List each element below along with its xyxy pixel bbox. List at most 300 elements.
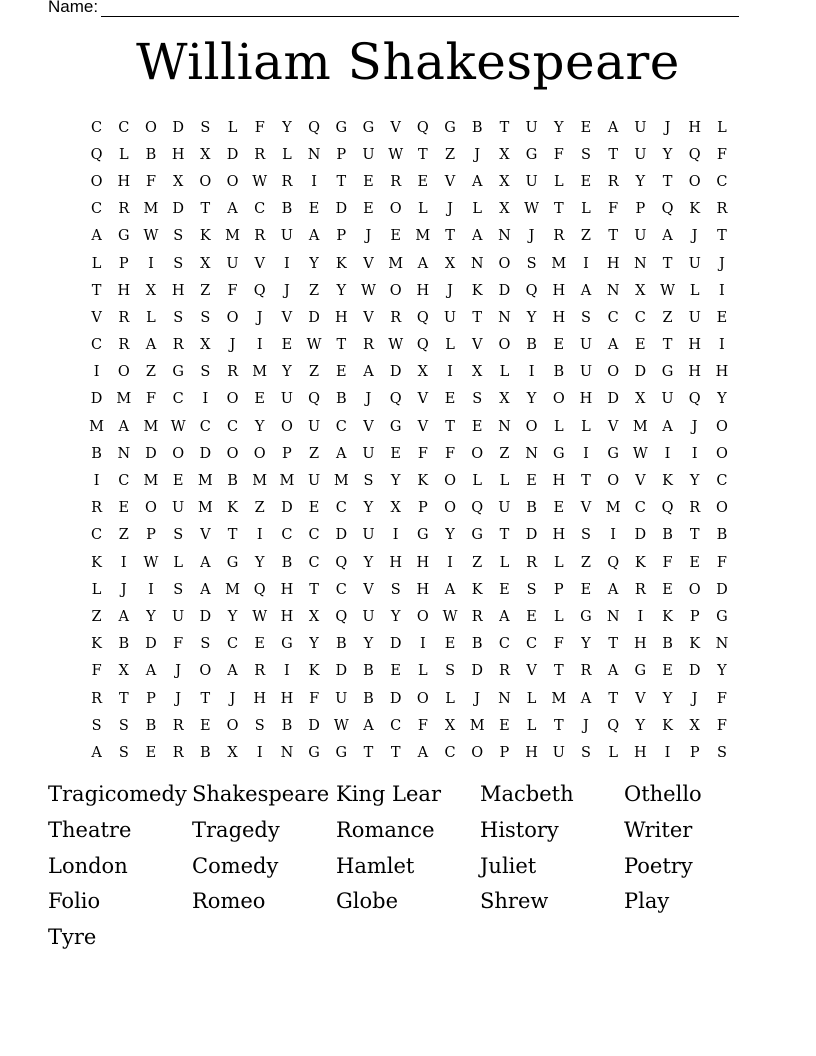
grid-letter[interactable]: B bbox=[281, 717, 293, 734]
grid-letter[interactable]: E bbox=[499, 581, 510, 598]
grid-letter[interactable]: D bbox=[308, 717, 320, 734]
grid-letter[interactable]: X bbox=[200, 255, 211, 272]
grid-letter[interactable]: W bbox=[333, 717, 349, 734]
grid-letter[interactable]: J bbox=[256, 309, 263, 326]
grid-letter[interactable]: L bbox=[499, 554, 510, 571]
grid-letter[interactable]: D bbox=[281, 500, 293, 517]
grid-letter[interactable]: P bbox=[146, 527, 156, 544]
grid-letter[interactable]: P bbox=[336, 228, 347, 245]
grid-letter[interactable]: L bbox=[689, 282, 700, 299]
grid-letter[interactable]: I bbox=[719, 282, 725, 299]
grid-letter[interactable]: Z bbox=[145, 364, 156, 381]
grid-letter[interactable]: U bbox=[634, 228, 647, 245]
grid-letter[interactable]: L bbox=[418, 201, 428, 218]
grid-letter[interactable]: K bbox=[335, 255, 347, 272]
grid-letter[interactable]: O bbox=[552, 391, 565, 408]
grid-letter[interactable]: F bbox=[662, 554, 673, 571]
grid-letter[interactable]: A bbox=[607, 119, 619, 136]
grid-letter[interactable]: L bbox=[173, 554, 183, 571]
grid-letter[interactable]: S bbox=[200, 119, 211, 136]
grid-letter[interactable]: R bbox=[118, 309, 130, 326]
grid-letter[interactable]: I bbox=[256, 337, 263, 354]
grid-letter[interactable]: R bbox=[172, 717, 184, 734]
grid-letter[interactable]: B bbox=[553, 364, 565, 381]
grid-letter[interactable]: O bbox=[471, 744, 484, 761]
grid-letter[interactable]: T bbox=[445, 228, 455, 245]
grid-letter[interactable]: R bbox=[227, 364, 238, 381]
grid-letter[interactable]: T bbox=[553, 717, 564, 734]
grid-letter[interactable]: D bbox=[471, 663, 484, 680]
grid-letter[interactable]: C bbox=[444, 744, 456, 761]
grid-letter[interactable]: S bbox=[581, 309, 591, 326]
grid-letter[interactable]: I bbox=[447, 554, 453, 571]
grid-letter[interactable]: A bbox=[417, 744, 429, 761]
grid-letter[interactable]: R bbox=[498, 663, 510, 680]
grid-letter[interactable]: Q bbox=[688, 146, 701, 163]
grid-letter[interactable]: R bbox=[390, 309, 402, 326]
grid-letter[interactable]: R bbox=[118, 201, 130, 218]
grid-letter[interactable]: C bbox=[118, 473, 130, 490]
grid-letter[interactable]: B bbox=[335, 391, 347, 408]
grid-letter[interactable]: F bbox=[445, 445, 456, 462]
grid-letter[interactable]: F bbox=[227, 282, 238, 299]
grid-letter[interactable]: D bbox=[389, 636, 402, 653]
grid-letter[interactable]: A bbox=[336, 445, 347, 462]
grid-letter[interactable]: J bbox=[691, 418, 698, 435]
grid-letter[interactable]: A bbox=[227, 201, 238, 218]
grid-letter[interactable]: G bbox=[580, 608, 592, 625]
grid-letter[interactable]: F bbox=[91, 663, 102, 680]
grid-letter[interactable]: I bbox=[419, 636, 426, 653]
grid-letter[interactable]: D bbox=[335, 527, 348, 544]
grid-letter[interactable]: E bbox=[363, 201, 374, 218]
grid-letter[interactable]: A bbox=[363, 717, 374, 734]
grid-letter[interactable]: L bbox=[499, 364, 510, 381]
grid-letter[interactable]: Y bbox=[254, 554, 265, 571]
grid-letter[interactable]: G bbox=[552, 445, 565, 462]
grid-letter[interactable]: O bbox=[471, 445, 484, 462]
grid-letter[interactable]: R bbox=[363, 337, 374, 354]
grid-letter[interactable]: U bbox=[688, 255, 701, 272]
grid-letter[interactable]: Z bbox=[254, 500, 265, 517]
grid-letter[interactable]: D bbox=[308, 309, 320, 326]
grid-letter[interactable]: U bbox=[172, 500, 185, 517]
grid-letter[interactable]: I bbox=[284, 255, 290, 272]
grid-letter[interactable]: O bbox=[498, 255, 511, 272]
grid-letter[interactable]: B bbox=[118, 636, 130, 653]
grid-letter[interactable]: A bbox=[471, 173, 483, 190]
grid-letter[interactable]: Y bbox=[526, 309, 537, 326]
grid-letter[interactable]: Q bbox=[661, 500, 674, 517]
grid-letter[interactable]: T bbox=[608, 690, 618, 707]
grid-letter[interactable]: H bbox=[416, 554, 430, 571]
grid-letter[interactable]: M bbox=[551, 690, 567, 707]
grid-letter[interactable]: X bbox=[227, 744, 238, 761]
grid-letter[interactable]: T bbox=[608, 636, 618, 653]
grid-letter[interactable]: B bbox=[281, 201, 293, 218]
grid-letter[interactable]: M bbox=[605, 500, 621, 517]
grid-letter[interactable]: Z bbox=[309, 445, 320, 462]
grid-letter[interactable]: P bbox=[553, 581, 564, 598]
grid-letter[interactable]: T bbox=[200, 201, 211, 218]
grid-letter[interactable]: P bbox=[635, 201, 646, 218]
grid-letter[interactable]: D bbox=[145, 636, 157, 653]
grid-letter[interactable]: K bbox=[227, 500, 238, 517]
grid-letter[interactable]: D bbox=[90, 391, 103, 408]
grid-letter[interactable]: N bbox=[307, 146, 321, 163]
grid-letter[interactable]: X bbox=[145, 282, 157, 299]
grid-letter[interactable]: L bbox=[553, 608, 564, 625]
grid-letter[interactable]: S bbox=[173, 228, 184, 245]
grid-letter[interactable]: J bbox=[365, 391, 372, 408]
grid-letter[interactable]: M bbox=[415, 228, 431, 245]
grid-letter[interactable]: Q bbox=[607, 554, 620, 571]
grid-letter[interactable]: G bbox=[362, 119, 375, 136]
grid-letter[interactable]: V bbox=[471, 337, 483, 354]
grid-letter[interactable]: I bbox=[583, 255, 589, 272]
grid-letter[interactable]: A bbox=[145, 663, 157, 680]
grid-letter[interactable]: O bbox=[90, 173, 103, 190]
grid-letter[interactable]: Y bbox=[662, 690, 673, 707]
grid-letter[interactable]: K bbox=[662, 717, 673, 734]
grid-letter[interactable]: A bbox=[417, 255, 429, 272]
grid-letter[interactable]: I bbox=[583, 445, 589, 462]
grid-letter[interactable]: U bbox=[661, 391, 674, 408]
grid-letter[interactable]: O bbox=[389, 201, 402, 218]
grid-letter[interactable]: D bbox=[525, 527, 538, 544]
grid-letter[interactable]: M bbox=[116, 391, 132, 408]
grid-letter[interactable]: J bbox=[718, 255, 725, 272]
grid-letter[interactable]: X bbox=[200, 337, 211, 354]
grid-letter[interactable]: C bbox=[172, 391, 184, 408]
grid-letter[interactable]: E bbox=[689, 554, 701, 571]
grid-letter[interactable]: B bbox=[145, 146, 157, 163]
grid-letter[interactable]: X bbox=[390, 500, 401, 517]
grid-letter[interactable]: Z bbox=[118, 527, 129, 544]
grid-letter[interactable]: X bbox=[444, 255, 456, 272]
grid-letter[interactable]: Q bbox=[253, 581, 266, 598]
grid-letter[interactable]: N bbox=[525, 445, 538, 462]
grid-letter[interactable]: E bbox=[335, 364, 347, 381]
grid-letter[interactable]: K bbox=[91, 636, 103, 653]
grid-letter[interactable]: D bbox=[199, 608, 212, 625]
grid-letter[interactable]: Y bbox=[553, 119, 564, 136]
grid-letter[interactable]: C bbox=[716, 173, 728, 190]
grid-letter[interactable]: U bbox=[307, 473, 321, 490]
grid-letter[interactable]: L bbox=[472, 201, 483, 218]
grid-letter[interactable]: G bbox=[389, 418, 402, 435]
grid-letter[interactable]: R bbox=[607, 173, 619, 190]
grid-letter[interactable]: U bbox=[226, 255, 239, 272]
grid-letter[interactable]: I bbox=[256, 744, 263, 761]
grid-letter[interactable]: K bbox=[662, 473, 673, 490]
grid-letter[interactable]: K bbox=[91, 554, 103, 571]
grid-letter[interactable]: M bbox=[225, 581, 240, 598]
grid-letter[interactable]: M bbox=[252, 473, 268, 490]
grid-letter[interactable]: T bbox=[608, 228, 618, 245]
grid-letter[interactable]: F bbox=[309, 690, 320, 707]
grid-letter[interactable]: K bbox=[417, 473, 429, 490]
grid-letter[interactable]: I bbox=[691, 445, 698, 462]
grid-letter[interactable]: R bbox=[91, 690, 103, 707]
grid-letter[interactable]: D bbox=[172, 119, 184, 136]
grid-letter[interactable]: R bbox=[390, 173, 402, 190]
grid-letter[interactable]: E bbox=[254, 391, 266, 408]
grid-letter[interactable]: O bbox=[145, 119, 157, 136]
grid-letter[interactable]: B bbox=[363, 690, 374, 707]
grid-letter[interactable]: O bbox=[416, 608, 429, 625]
grid-letter[interactable]: S bbox=[526, 255, 537, 272]
grid-letter[interactable]: T bbox=[118, 690, 129, 707]
grid-letter[interactable]: H bbox=[117, 282, 131, 299]
grid-letter[interactable]: E bbox=[716, 309, 728, 326]
grid-letter[interactable]: C bbox=[281, 527, 293, 544]
grid-letter[interactable]: H bbox=[634, 636, 647, 653]
grid-letter[interactable]: H bbox=[117, 173, 131, 190]
grid-letter[interactable]: B bbox=[662, 527, 673, 544]
grid-letter[interactable]: L bbox=[118, 146, 129, 163]
grid-letter[interactable]: C bbox=[634, 500, 646, 517]
grid-letter[interactable]: H bbox=[552, 282, 566, 299]
grid-letter[interactable]: Q bbox=[525, 282, 538, 299]
grid-letter[interactable]: X bbox=[444, 717, 456, 734]
grid-letter[interactable]: D bbox=[634, 364, 647, 381]
grid-letter[interactable]: A bbox=[118, 608, 130, 625]
grid-letter[interactable]: Q bbox=[308, 119, 321, 136]
grid-letter[interactable]: G bbox=[226, 554, 239, 571]
grid-letter[interactable]: N bbox=[498, 309, 511, 326]
grid-letter[interactable]: T bbox=[363, 744, 374, 761]
grid-letter[interactable]: S bbox=[173, 255, 184, 272]
grid-letter[interactable]: R bbox=[254, 146, 266, 163]
grid-letter[interactable]: M bbox=[197, 473, 213, 490]
grid-letter[interactable]: F bbox=[417, 717, 428, 734]
grid-letter[interactable]: N bbox=[715, 636, 729, 653]
grid-letter[interactable]: J bbox=[583, 717, 589, 734]
grid-letter[interactable]: L bbox=[91, 581, 102, 598]
grid-letter[interactable]: L bbox=[282, 146, 292, 163]
grid-letter[interactable]: H bbox=[688, 119, 702, 136]
grid-letter[interactable]: S bbox=[363, 473, 374, 490]
grid-letter[interactable]: S bbox=[200, 636, 211, 653]
grid-letter[interactable]: U bbox=[579, 337, 593, 354]
grid-letter[interactable]: K bbox=[471, 282, 483, 299]
grid-letter[interactable]: A bbox=[662, 418, 673, 435]
grid-letter[interactable]: U bbox=[634, 119, 647, 136]
grid-letter[interactable]: P bbox=[118, 255, 129, 272]
grid-letter[interactable]: K bbox=[471, 581, 483, 598]
grid-letter[interactable]: Y bbox=[581, 636, 591, 653]
grid-letter[interactable]: K bbox=[634, 554, 646, 571]
grid-letter[interactable]: G bbox=[471, 527, 484, 544]
grid-letter[interactable]: E bbox=[662, 581, 673, 598]
grid-letter[interactable]: K bbox=[662, 608, 673, 625]
grid-letter[interactable]: T bbox=[445, 418, 455, 435]
grid-letter[interactable]: L bbox=[472, 473, 483, 490]
grid-letter[interactable]: I bbox=[148, 581, 154, 598]
grid-letter[interactable]: F bbox=[716, 554, 727, 571]
grid-letter[interactable]: L bbox=[526, 690, 537, 707]
grid-letter[interactable]: H bbox=[171, 282, 185, 299]
grid-letter[interactable]: O bbox=[525, 418, 538, 435]
name-blank-line[interactable] bbox=[101, 0, 739, 17]
grid-letter[interactable]: E bbox=[172, 473, 184, 490]
grid-letter[interactable]: H bbox=[606, 255, 620, 272]
grid-letter[interactable]: L bbox=[553, 554, 564, 571]
grid-letter[interactable]: Y bbox=[282, 364, 292, 381]
grid-letter[interactable]: D bbox=[145, 445, 157, 462]
grid-letter[interactable]: B bbox=[526, 500, 537, 517]
grid-letter[interactable]: V bbox=[607, 418, 619, 435]
grid-letter[interactable]: P bbox=[282, 445, 292, 462]
grid-letter[interactable]: O bbox=[226, 445, 239, 462]
grid-letter[interactable]: J bbox=[365, 228, 372, 245]
grid-letter[interactable]: Y bbox=[363, 636, 374, 653]
grid-letter[interactable]: C bbox=[199, 418, 211, 435]
grid-letter[interactable]: I bbox=[392, 527, 399, 544]
grid-letter[interactable]: F bbox=[716, 717, 727, 734]
grid-letter[interactable]: J bbox=[474, 690, 481, 707]
grid-letter[interactable]: X bbox=[499, 201, 510, 218]
grid-letter[interactable]: J bbox=[528, 228, 535, 245]
grid-letter[interactable]: J bbox=[229, 690, 236, 707]
grid-letter[interactable]: Z bbox=[472, 554, 483, 571]
grid-letter[interactable]: Q bbox=[607, 717, 620, 734]
grid-letter[interactable]: I bbox=[311, 173, 317, 190]
grid-letter[interactable]: V bbox=[417, 391, 429, 408]
grid-letter[interactable]: C bbox=[335, 500, 347, 517]
grid-letter[interactable]: C bbox=[634, 309, 646, 326]
grid-letter[interactable]: A bbox=[607, 337, 619, 354]
grid-letter[interactable]: I bbox=[284, 663, 290, 680]
grid-letter[interactable]: A bbox=[145, 337, 157, 354]
grid-letter[interactable]: H bbox=[715, 364, 729, 381]
grid-letter[interactable]: P bbox=[689, 744, 700, 761]
grid-letter[interactable]: M bbox=[469, 717, 485, 734]
grid-letter[interactable]: X bbox=[635, 282, 646, 299]
grid-letter[interactable]: Q bbox=[661, 201, 674, 218]
grid-letter[interactable]: F bbox=[417, 445, 428, 462]
grid-letter[interactable]: A bbox=[200, 554, 211, 571]
grid-letter[interactable]: B bbox=[281, 554, 293, 571]
grid-letter[interactable]: T bbox=[553, 201, 564, 218]
grid-letter[interactable]: A bbox=[91, 228, 102, 245]
grid-letter[interactable]: R bbox=[172, 744, 184, 761]
grid-letter[interactable]: A bbox=[308, 228, 320, 245]
grid-letter[interactable]: A bbox=[662, 228, 673, 245]
grid-letter[interactable]: M bbox=[333, 473, 349, 490]
grid-letter[interactable]: E bbox=[308, 500, 320, 517]
grid-letter[interactable]: R bbox=[471, 608, 483, 625]
grid-letter[interactable]: N bbox=[498, 418, 511, 435]
grid-letter[interactable]: T bbox=[553, 663, 564, 680]
grid-letter[interactable]: A bbox=[471, 228, 483, 245]
grid-letter[interactable]: J bbox=[447, 201, 453, 218]
grid-letter[interactable]: P bbox=[689, 608, 700, 625]
grid-letter[interactable]: F bbox=[145, 173, 156, 190]
grid-letter[interactable]: U bbox=[280, 228, 294, 245]
grid-letter[interactable]: X bbox=[200, 146, 211, 163]
grid-letter[interactable]: T bbox=[499, 527, 510, 544]
grid-letter[interactable]: C bbox=[607, 309, 619, 326]
grid-letter[interactable]: V bbox=[200, 527, 211, 544]
grid-letter[interactable]: M bbox=[197, 500, 213, 517]
grid-letter[interactable]: U bbox=[579, 364, 593, 381]
grid-letter[interactable]: H bbox=[552, 473, 566, 490]
grid-letter[interactable]: V bbox=[281, 309, 293, 326]
grid-letter[interactable]: U bbox=[552, 744, 565, 761]
grid-letter[interactable]: A bbox=[607, 581, 619, 598]
grid-letter[interactable]: E bbox=[118, 500, 130, 517]
grid-letter[interactable]: G bbox=[117, 228, 130, 245]
grid-letter[interactable]: I bbox=[93, 473, 100, 490]
grid-letter[interactable]: V bbox=[417, 418, 429, 435]
grid-letter[interactable]: K bbox=[199, 228, 211, 245]
grid-letter[interactable]: S bbox=[581, 527, 591, 544]
grid-letter[interactable]: E bbox=[417, 173, 429, 190]
grid-letter[interactable]: W bbox=[170, 418, 186, 435]
grid-letter[interactable]: B bbox=[145, 717, 157, 734]
grid-letter[interactable]: L bbox=[526, 717, 537, 734]
grid-letter[interactable]: V bbox=[363, 418, 374, 435]
grid-letter[interactable]: J bbox=[120, 581, 127, 598]
grid-letter[interactable]: G bbox=[607, 445, 619, 462]
grid-letter[interactable]: A bbox=[580, 282, 592, 299]
grid-letter[interactable]: Y bbox=[635, 173, 646, 190]
grid-letter[interactable]: C bbox=[498, 636, 510, 653]
grid-letter[interactable]: D bbox=[172, 201, 184, 218]
grid-letter[interactable]: I bbox=[719, 337, 725, 354]
grid-letter[interactable]: O bbox=[444, 500, 456, 517]
grid-letter[interactable]: V bbox=[635, 690, 646, 707]
grid-letter[interactable]: L bbox=[553, 418, 564, 435]
grid-letter[interactable]: B bbox=[363, 663, 374, 680]
grid-letter[interactable]: L bbox=[608, 744, 618, 761]
grid-letter[interactable]: S bbox=[118, 744, 129, 761]
grid-letter[interactable]: E bbox=[635, 337, 646, 354]
grid-letter[interactable]: O bbox=[715, 445, 728, 462]
grid-letter[interactable]: J bbox=[283, 282, 290, 299]
grid-letter[interactable]: P bbox=[499, 744, 510, 761]
grid-letter[interactable]: T bbox=[499, 119, 510, 136]
grid-letter[interactable]: W bbox=[632, 445, 648, 462]
grid-letter[interactable]: H bbox=[389, 554, 402, 571]
grid-letter[interactable]: N bbox=[280, 744, 294, 761]
grid-letter[interactable]: M bbox=[143, 418, 159, 435]
grid-letter[interactable]: B bbox=[91, 445, 102, 462]
grid-letter[interactable]: E bbox=[254, 636, 266, 653]
grid-letter[interactable]: H bbox=[688, 337, 702, 354]
grid-letter[interactable]: Z bbox=[499, 445, 510, 462]
grid-letter[interactable]: A bbox=[200, 581, 211, 598]
grid-letter[interactable]: L bbox=[227, 119, 238, 136]
grid-letter[interactable]: Z bbox=[309, 282, 320, 299]
grid-letter[interactable]: I bbox=[148, 255, 154, 272]
grid-letter[interactable]: N bbox=[498, 690, 511, 707]
grid-letter[interactable]: M bbox=[632, 418, 648, 435]
grid-letter[interactable]: O bbox=[688, 581, 701, 598]
grid-letter[interactable]: N bbox=[498, 228, 511, 245]
grid-letter[interactable]: U bbox=[443, 309, 457, 326]
grid-letter[interactable]: S bbox=[390, 581, 401, 598]
grid-letter[interactable]: W bbox=[388, 146, 404, 163]
grid-letter[interactable]: W bbox=[306, 337, 322, 354]
grid-letter[interactable]: O bbox=[145, 500, 157, 517]
grid-letter[interactable]: U bbox=[362, 527, 375, 544]
grid-letter[interactable]: S bbox=[200, 309, 211, 326]
grid-letter[interactable]: Z bbox=[580, 228, 591, 245]
grid-letter[interactable]: Q bbox=[90, 146, 103, 163]
